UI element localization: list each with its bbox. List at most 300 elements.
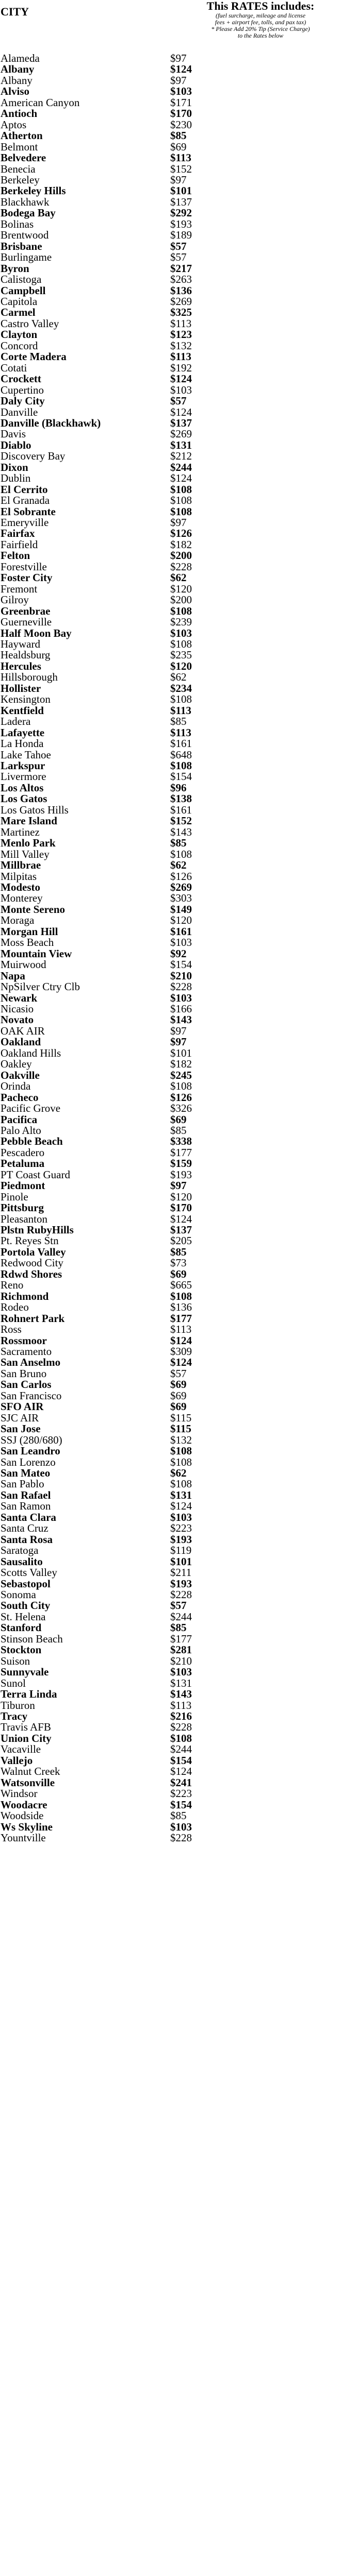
city-rate: $170	[170, 1201, 192, 1214]
city-rate: $124	[170, 372, 192, 385]
rate-row	[0, 1346, 341, 1357]
rate-row	[0, 1048, 341, 1059]
rate-row	[0, 517, 341, 528]
city-rate: $143	[170, 825, 192, 838]
rate-row	[0, 252, 341, 263]
city-rate: $245	[170, 1069, 192, 1081]
city-rate: $124	[170, 1212, 192, 1225]
city-rate: $154	[170, 1798, 192, 1811]
city-name: Dublin	[1, 472, 31, 485]
city-name: Moss Beach	[1, 936, 54, 949]
rate-row	[0, 904, 341, 915]
city-name: Campbell	[1, 284, 46, 297]
city-name: Danville (Blackhawk)	[1, 416, 101, 429]
city-rate: $85	[170, 1124, 187, 1137]
city-name: SJC AIR	[1, 1411, 39, 1424]
city-name: Nicasio	[1, 1002, 34, 1015]
city-rate: $154	[170, 770, 192, 783]
city-rate: $96	[170, 781, 187, 794]
city-rate: $166	[170, 1002, 192, 1015]
city-name: Oakland Hills	[1, 1046, 61, 1059]
rate-row	[0, 1800, 341, 1810]
city-name: Rodeo	[1, 1301, 29, 1314]
city-name: Oakville	[1, 1069, 40, 1081]
city-name: Monterey	[1, 892, 43, 905]
city-rate: $57	[170, 1367, 187, 1380]
city-rate: $97	[170, 1179, 187, 1192]
city-rate: $124	[170, 63, 192, 76]
rate-row	[0, 1656, 341, 1667]
city-name: Millbrae	[1, 859, 41, 872]
city-name: Emeryville	[1, 516, 49, 529]
city-rate: $182	[170, 538, 192, 551]
city-name: La Honda	[1, 737, 44, 750]
rate-row	[0, 451, 341, 462]
city-rate: $244	[170, 1743, 192, 1756]
city-rate: $57	[170, 240, 187, 252]
rate-row	[0, 97, 341, 108]
rate-row	[0, 1302, 341, 1313]
city-rate: $152	[170, 162, 192, 175]
city-rate: $69	[170, 140, 187, 153]
city-rate: $101	[170, 1555, 192, 1568]
city-rate: $108	[170, 1445, 192, 1458]
city-rate: $182	[170, 1058, 192, 1071]
rate-row	[0, 650, 341, 660]
city-rate: $124	[170, 472, 192, 485]
city-rate: $244	[170, 1610, 192, 1623]
city-name: SFO AIR	[1, 1400, 44, 1413]
rate-row	[0, 1357, 341, 1368]
city-name: Woodacre	[1, 1798, 47, 1811]
rate-row	[0, 1235, 341, 1246]
city-rate: $665	[170, 1279, 192, 1292]
city-name: Modesto	[1, 880, 40, 893]
city-name: Crockett	[1, 372, 41, 385]
city-name: Lafayette	[1, 726, 45, 739]
city-name: Piedmont	[1, 1179, 45, 1192]
city-name: Vallejo	[1, 1754, 33, 1767]
city-name: Reno	[1, 1279, 24, 1292]
rate-row	[0, 584, 341, 595]
rate-row	[0, 1755, 341, 1766]
city-rate: $154	[170, 1754, 192, 1767]
city-name: Kensington	[1, 693, 51, 706]
city-name: Hayward	[1, 638, 40, 651]
rate-row	[0, 948, 341, 959]
rate-row	[0, 1180, 341, 1191]
rate-row	[0, 1413, 341, 1423]
city-rate: $228	[170, 560, 192, 573]
city-rate: $137	[170, 416, 192, 429]
city-rate: $69	[170, 1389, 187, 1402]
city-name: Santa Cruz	[1, 1522, 48, 1535]
city-rate: $131	[170, 1488, 192, 1501]
city-rate: $217	[170, 262, 192, 275]
rate-row	[0, 473, 341, 484]
rate-row	[0, 816, 341, 826]
city-name: San Jose	[1, 1422, 41, 1435]
rates-includes-title: This RATES includes:	[206, 0, 315, 12]
city-name: Sunnyvale	[1, 1666, 49, 1679]
city-rate: $152	[170, 815, 192, 827]
city-name: Oakland	[1, 1036, 41, 1048]
city-name: Pleasanton	[1, 1212, 47, 1225]
city-name: Greenbrae	[1, 604, 51, 617]
rate-row	[0, 506, 341, 517]
rate-row	[0, 1579, 341, 1589]
city-rate: $69	[170, 1400, 187, 1413]
city-name: Brentwood	[1, 229, 49, 242]
rate-row	[0, 440, 341, 451]
city-rate: $62	[170, 859, 187, 872]
city-rate: $189	[170, 229, 192, 242]
city-rate: $230	[170, 118, 192, 131]
city-name: Muirwood	[1, 958, 46, 971]
city-rate: $161	[170, 737, 192, 750]
rate-row	[0, 1368, 341, 1379]
city-name: Davis	[1, 428, 26, 440]
city-rate: $193	[170, 1533, 192, 1546]
city-rate: $210	[170, 1654, 192, 1667]
city-name: Rossmoor	[1, 1334, 47, 1347]
city-rate: $138	[170, 792, 192, 805]
city-rate: $303	[170, 892, 192, 905]
city-name: Stinson Beach	[1, 1632, 63, 1645]
rate-row	[0, 241, 341, 252]
rate-row	[0, 462, 341, 473]
city-rate: $159	[170, 1157, 192, 1170]
city-rate: $120	[170, 914, 192, 927]
rate-row	[0, 993, 341, 1004]
rate-row	[0, 1788, 341, 1799]
city-column-header: CITY	[1, 5, 29, 18]
rate-row	[0, 639, 341, 650]
city-rate: $97	[170, 52, 187, 64]
rate-row	[0, 1667, 341, 1677]
rate-row	[0, 1545, 341, 1556]
city-rate: $228	[170, 1588, 192, 1601]
city-name: Richmond	[1, 1290, 49, 1302]
city-name: Scotts Valley	[1, 1566, 57, 1579]
city-name: Portola Valley	[1, 1245, 66, 1258]
city-rate: $205	[170, 1234, 192, 1247]
rate-row	[0, 1379, 341, 1390]
rate-row	[0, 363, 341, 374]
city-name: Moraga	[1, 914, 35, 927]
city-name: Rdwd Shores	[1, 1267, 62, 1280]
city-name: Albany	[1, 63, 35, 76]
rate-row	[0, 108, 341, 119]
rate-row	[0, 1401, 341, 1412]
city-rate: $115	[170, 1422, 191, 1435]
city-name: Gilroy	[1, 594, 29, 606]
rate-row	[0, 1335, 341, 1346]
rate-row	[0, 849, 341, 860]
city-rate: $108	[170, 604, 192, 617]
city-name: Los Gatos	[1, 792, 47, 805]
city-name: Los Gatos Hills	[1, 803, 69, 816]
rate-row	[0, 1711, 341, 1722]
city-rate: $124	[170, 1765, 192, 1778]
city-name: Atherton	[1, 129, 43, 142]
city-rate: $62	[170, 1467, 187, 1479]
rates-note-line-3: * Please Add 20% Tip (Service Charge)	[211, 25, 310, 32]
city-rate: $108	[170, 638, 192, 651]
rate-row	[0, 1556, 341, 1567]
city-rate: $241	[170, 1776, 192, 1789]
rate-row	[0, 329, 341, 340]
city-name: Carmel	[1, 306, 36, 319]
city-name: Santa Clara	[1, 1511, 56, 1523]
city-name: Alameda	[1, 52, 40, 64]
city-rate: $126	[170, 527, 192, 540]
city-name: Danville	[1, 405, 38, 418]
rate-row	[0, 1766, 341, 1777]
city-rate: $97	[170, 516, 187, 529]
city-rate: $210	[170, 969, 192, 982]
rate-row	[0, 1501, 341, 1512]
city-rate: $193	[170, 1577, 192, 1590]
city-rate: $136	[170, 1301, 192, 1314]
rate-row	[0, 1589, 341, 1600]
rate-row	[0, 1114, 341, 1125]
city-name: Pt. Reyes Stn	[1, 1234, 59, 1247]
city-rate: $648	[170, 748, 192, 761]
city-name: Orinda	[1, 1080, 31, 1093]
city-rate: $137	[170, 1224, 192, 1236]
rate-row	[0, 595, 341, 605]
city-rate: $85	[170, 1621, 187, 1634]
city-name: El Sobrante	[1, 505, 56, 518]
city-name: Capitola	[1, 295, 38, 308]
city-rate: $292	[170, 207, 192, 219]
city-name: American Canyon	[1, 96, 80, 109]
rate-row	[0, 197, 341, 208]
rate-row	[0, 142, 341, 152]
rate-row	[0, 1457, 341, 1468]
city-name: St. Helena	[1, 1610, 46, 1623]
city-rate: $132	[170, 339, 192, 352]
city-rate: $69	[170, 1113, 187, 1126]
city-name: Healdsburg	[1, 649, 51, 662]
city-name: SSJ (280/680)	[1, 1433, 62, 1446]
city-name: Palo Alto	[1, 1124, 41, 1137]
city-name: Sebastopol	[1, 1577, 51, 1590]
city-name: San Pablo	[1, 1478, 44, 1490]
city-name: Walnut Creek	[1, 1765, 60, 1778]
city-rate: $103	[170, 936, 192, 949]
city-name: Calistoga	[1, 273, 42, 286]
city-name: Los Altos	[1, 781, 44, 794]
city-name: Monte Sereno	[1, 903, 66, 916]
rate-row	[0, 1479, 341, 1489]
city-name: Rohnert Park	[1, 1312, 65, 1325]
rate-row	[0, 760, 341, 771]
city-name: Diablo	[1, 438, 31, 451]
city-rate: $149	[170, 903, 192, 916]
city-rate: $108	[170, 483, 192, 496]
city-name: Hillsborough	[1, 671, 58, 684]
city-rate: $131	[170, 1676, 192, 1689]
city-name: San Francisco	[1, 1389, 62, 1402]
city-rate: $69	[170, 1378, 187, 1391]
rate-row	[0, 296, 341, 307]
rate-row	[0, 1092, 341, 1103]
city-rate: $113	[170, 350, 191, 363]
city-name: Novato	[1, 1013, 34, 1026]
city-name: Sacramento	[1, 1345, 52, 1358]
rates-note-line-2: fees + airport fee, tolls, and pax tax)	[215, 19, 306, 26]
city-name: Pacheco	[1, 1091, 39, 1104]
city-rate: $235	[170, 649, 192, 662]
city-name: Ross	[1, 1323, 22, 1336]
rate-row	[0, 152, 341, 163]
rate-row	[0, 1689, 341, 1700]
rate-row	[0, 1833, 341, 1843]
rate-row	[0, 1125, 341, 1136]
rate-row	[0, 385, 341, 396]
city-rate: $161	[170, 803, 192, 816]
city-rate: $177	[170, 1146, 192, 1159]
city-name: Castro Valley	[1, 317, 59, 330]
city-rate: $108	[170, 848, 192, 860]
city-name: Sausalito	[1, 1555, 43, 1568]
rate-row	[0, 550, 341, 561]
city-name: Santa Rosa	[1, 1533, 53, 1546]
city-rate: $57	[170, 1599, 187, 1612]
city-name: Foster City	[1, 571, 53, 584]
city-name: Fairfax	[1, 527, 35, 540]
rate-row	[0, 860, 341, 871]
city-name: NpSilver Ctry Clb	[1, 980, 80, 993]
rate-row	[0, 1014, 341, 1025]
rate-row	[0, 771, 341, 782]
rate-row	[0, 694, 341, 705]
city-name: Cotati	[1, 361, 27, 374]
rate-row	[0, 1258, 341, 1268]
city-name: Tiburon	[1, 1699, 35, 1711]
rate-row	[0, 937, 341, 948]
rate-row	[0, 1070, 341, 1081]
city-rate: $115	[170, 1411, 192, 1424]
city-name: Pinole	[1, 1190, 28, 1203]
city-name: South City	[1, 1599, 51, 1612]
city-name: San Ramon	[1, 1500, 51, 1513]
city-name: Forestville	[1, 560, 47, 573]
rate-row	[0, 1081, 341, 1092]
rate-row	[0, 572, 341, 583]
city-name: Oakley	[1, 1058, 32, 1071]
city-rate: $192	[170, 361, 192, 374]
city-name: Martinez	[1, 825, 40, 838]
city-rate: $269	[170, 880, 192, 893]
rate-row	[0, 1567, 341, 1578]
rate-row	[0, 351, 341, 362]
rate-row	[0, 926, 341, 937]
rate-row	[0, 230, 341, 241]
rate-row	[0, 1423, 341, 1434]
city-name: Hollister	[1, 682, 41, 694]
rate-row	[0, 705, 341, 716]
rate-row	[0, 1136, 341, 1147]
rate-row	[0, 1490, 341, 1501]
city-rate: $123	[170, 328, 192, 341]
city-rate: $113	[170, 317, 192, 330]
rate-row	[0, 805, 341, 816]
city-name: Livermore	[1, 770, 46, 783]
rate-row	[0, 1280, 341, 1291]
rate-row	[0, 318, 341, 329]
rate-row	[0, 528, 341, 539]
city-rate: $309	[170, 1345, 192, 1358]
city-name: Berkeley Hills	[1, 184, 66, 197]
rate-row	[0, 1600, 341, 1611]
city-rate: $211	[170, 1566, 192, 1579]
city-rate: $108	[170, 1290, 192, 1302]
city-name: Clayton	[1, 328, 38, 341]
city-name: Lake Tahoe	[1, 748, 51, 761]
city-rate: $212	[170, 450, 192, 463]
city-name: Stanford	[1, 1621, 42, 1634]
city-name: Hercules	[1, 659, 41, 672]
rate-row	[0, 1225, 341, 1235]
city-name: San Leandro	[1, 1445, 60, 1458]
city-name: Mare Island	[1, 815, 57, 827]
rate-row	[0, 971, 341, 981]
city-name: Pebble Beach	[1, 1135, 63, 1148]
city-rate: $108	[170, 759, 192, 772]
city-name: Benecia	[1, 162, 36, 175]
city-name: Half Moon Bay	[1, 626, 72, 639]
city-name: Felton	[1, 549, 30, 562]
rate-row	[0, 484, 341, 495]
city-name: Napa	[1, 969, 25, 982]
city-name: Plstn RubyHills	[1, 1224, 74, 1236]
city-name: Fairfield	[1, 538, 38, 551]
rate-row	[0, 285, 341, 296]
rate-row	[0, 175, 341, 185]
rate-row	[0, 1744, 341, 1755]
city-name: San Anselmo	[1, 1356, 61, 1369]
city-name: Brisbane	[1, 240, 42, 252]
city-rate: $200	[170, 594, 192, 606]
rate-row	[0, 495, 341, 506]
rate-row	[0, 1822, 341, 1833]
city-name: Bolinas	[1, 217, 34, 230]
city-rate: $97	[170, 1024, 187, 1037]
rate-row	[0, 208, 341, 218]
city-rate: $113	[170, 726, 191, 739]
city-name: El Granada	[1, 494, 50, 507]
rate-row	[0, 1523, 341, 1534]
city-name: Pacific Grove	[1, 1102, 61, 1115]
city-name: Ws Skyline	[1, 1820, 53, 1833]
city-rate: $57	[170, 251, 187, 264]
rate-row	[0, 838, 341, 849]
rate-row	[0, 893, 341, 904]
city-rate: $85	[170, 715, 187, 728]
rate-row	[0, 53, 341, 64]
city-name: Windsor	[1, 1787, 38, 1800]
city-name: Sunol	[1, 1676, 26, 1689]
rate-row	[0, 1612, 341, 1622]
rate-row	[0, 396, 341, 406]
city-name: San Carlos	[1, 1378, 52, 1391]
city-name: Menlo Park	[1, 837, 56, 850]
city-rate: $200	[170, 549, 192, 562]
rate-row	[0, 1722, 341, 1733]
